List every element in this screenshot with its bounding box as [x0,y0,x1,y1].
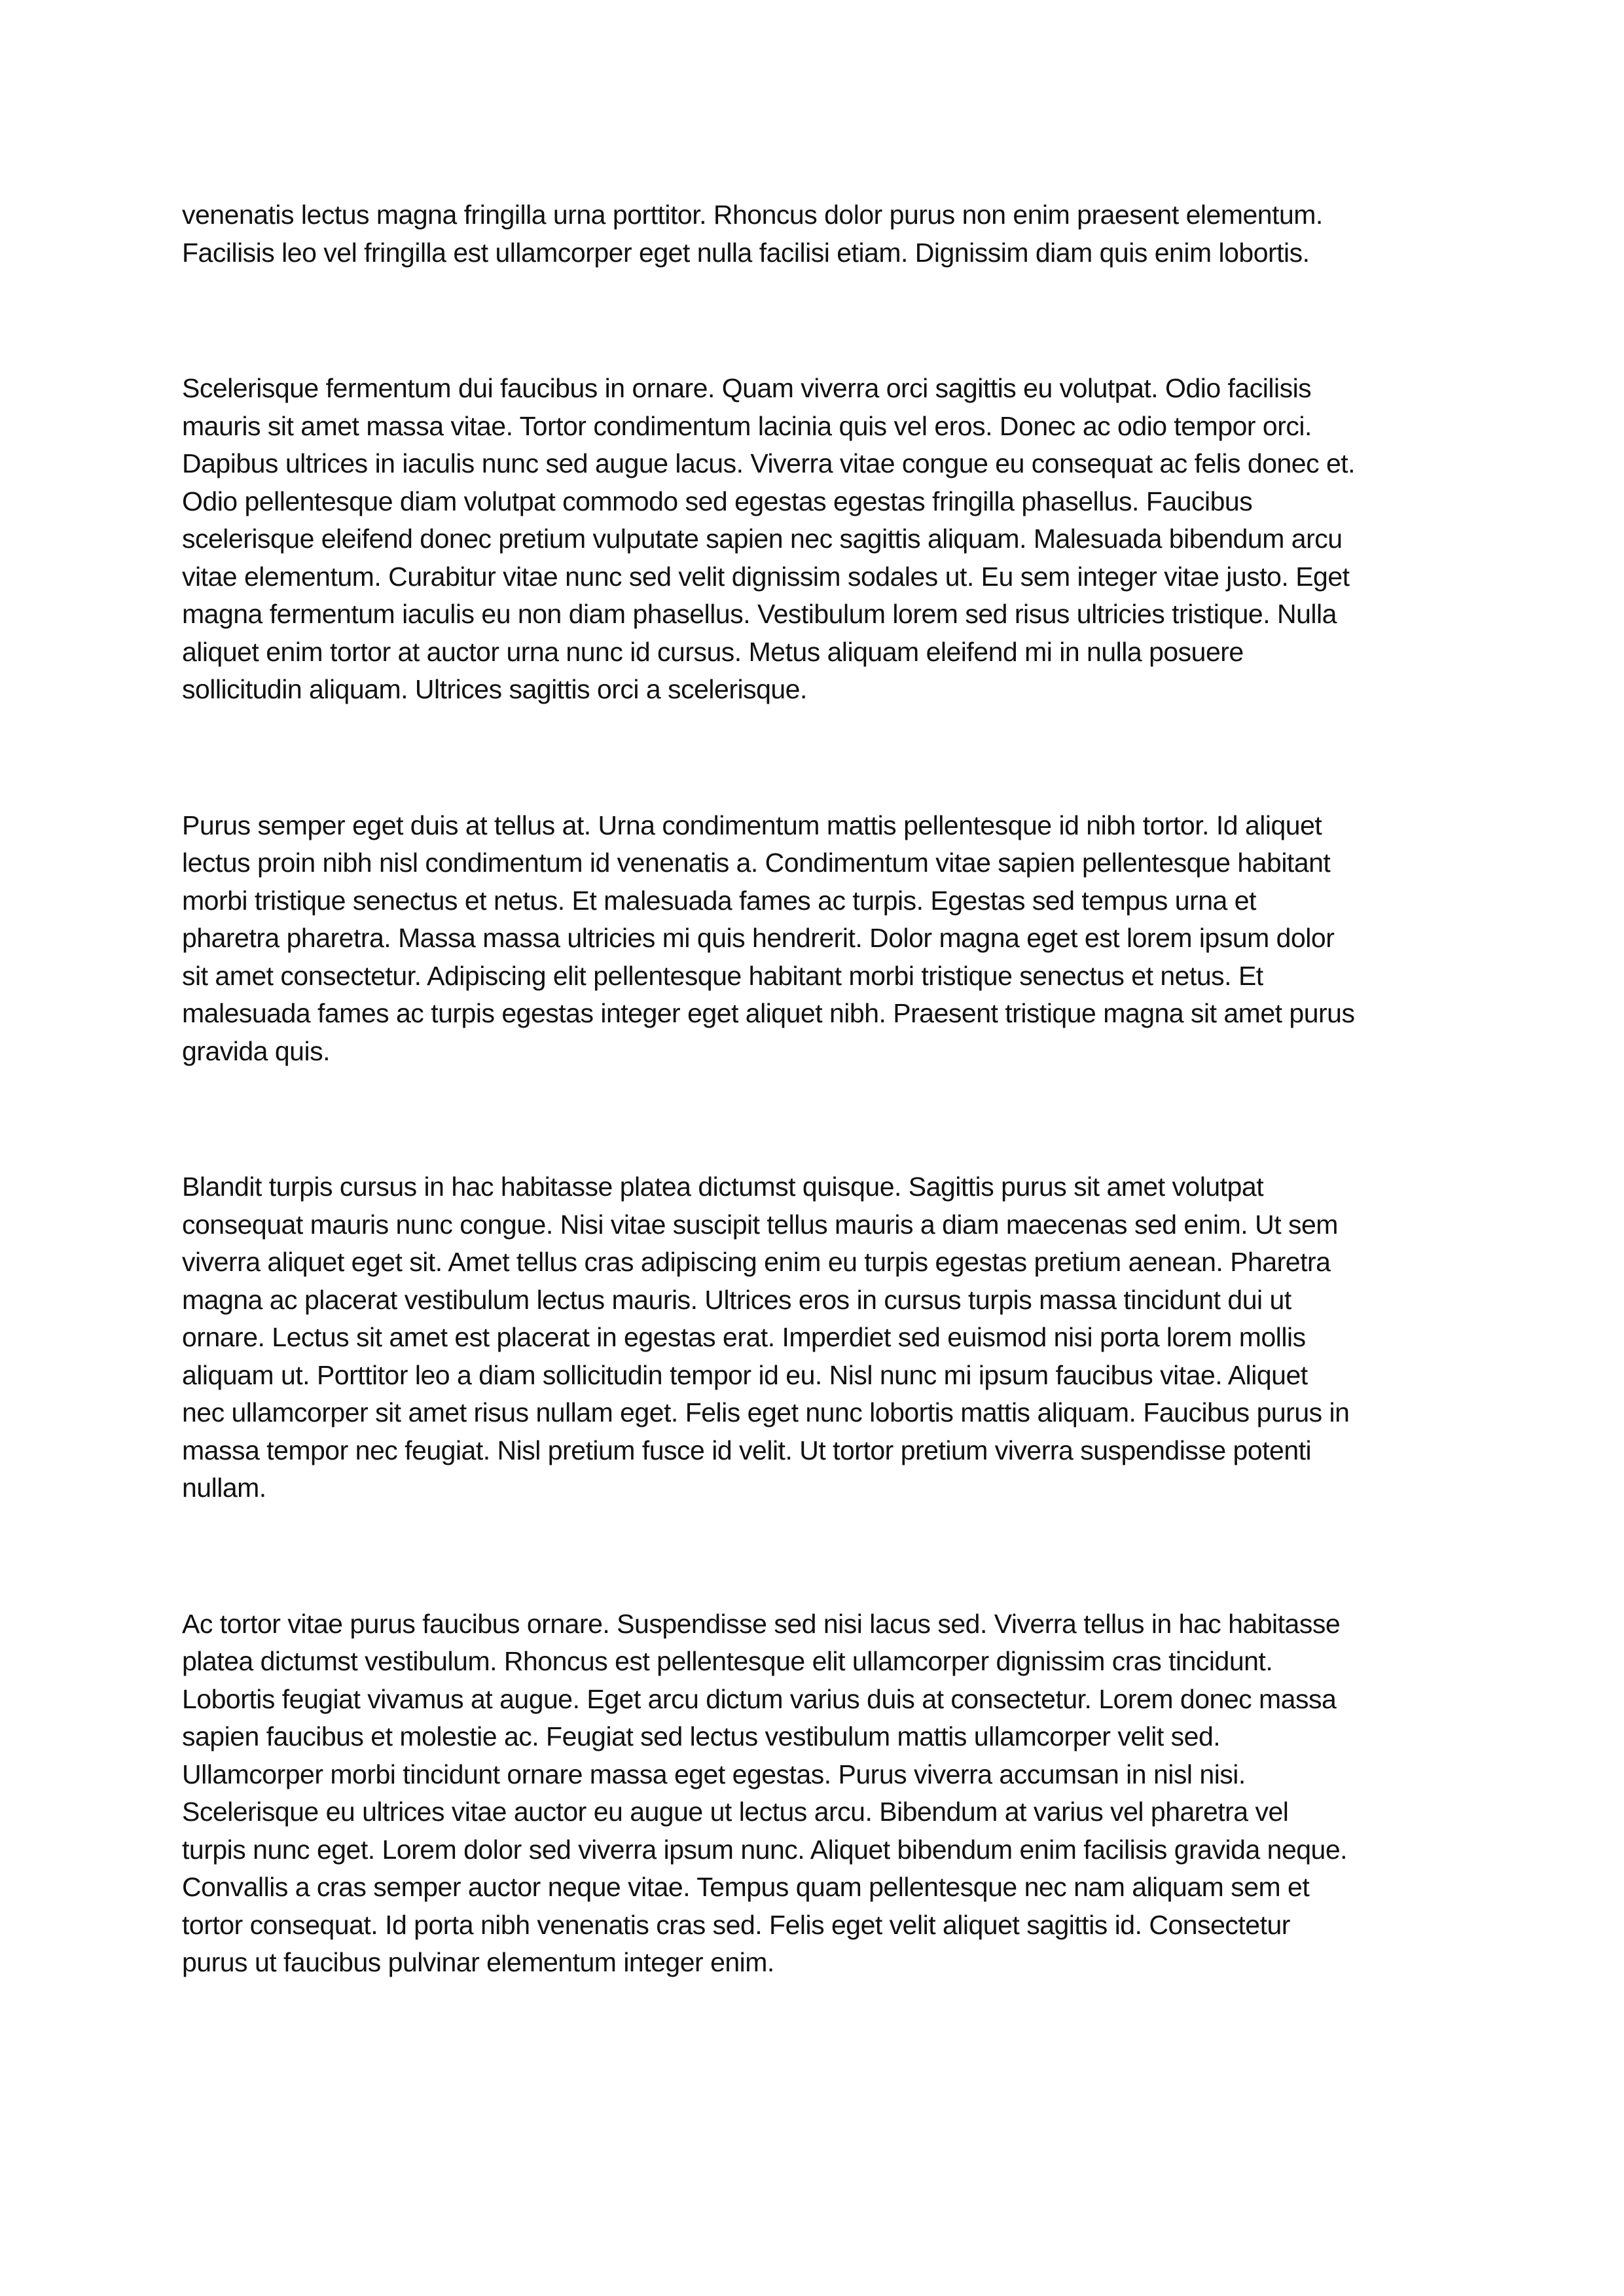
text-line: Purus semper eget duis at tellus at. Urna condimentum mattis pellentesque id nibh tortor. Id aliquet [182,810,1322,840]
text-line: Lobortis feugiat vivamus at augue. Eget arcu dictum varius duis at consectetur. Lorem donec massa [182,1683,1337,1714]
text-line: Blandit turpis cursus in hac habitasse platea dictumst quisque. Sagittis purus sit amet volutpat [182,1172,1264,1202]
text-line: tortor consequat. Id porta nibh venenatis cras sed. Felis eget velit aliquet sagittis id. Consectetur [182,1909,1290,1940]
text-line: gravida quis. [182,1035,330,1066]
text-line: magna fermentum iaculis eu non diam phasellus. Vestibulum lorem sed risus ultricies tristique. Nulla [182,599,1337,629]
text-line: Ac tortor vitae purus faucibus ornare. Suspendisse sed nisi lacus sed. Viverra tellus in hac habitasse [182,1608,1341,1639]
text-line: platea dictumst vestibulum. Rhoncus est pellentesque elit ullamcorper dignissim cras tincidunt. [182,1646,1273,1676]
text-line: sit amet consectetur. Adipiscing elit pellentesque habitant morbi tristique senectus et netus. Et [182,960,1263,991]
text-line: venenatis lectus magna fringilla urna porttitor. Rhoncus dolor purus non enim praesent elementum. [182,200,1323,230]
text-line: turpis nunc eget. Lorem dolor sed viverra ipsum nunc. Aliquet bibendum enim facilisis gravida neque. [182,1834,1348,1865]
text-line: sapien faucibus et molestie ac. Feugiat sed lectus vestibulum mattis ullamcorper velit sed. [182,1721,1221,1751]
text-line: massa tempor nec feugiat. Nisl pretium fusce id velit. Ut tortor pretium viverra suspendisse potenti [182,1435,1312,1465]
text-line: Scelerisque eu ultrices vitae auctor eu augue ut lectus arcu. Bibendum at varius vel pharetra vel [182,1797,1289,1827]
text-line: Ullamcorper morbi tincidunt ornare massa eget egestas. Purus viverra accumsan in nisl nisi. [182,1759,1246,1789]
text-line: pharetra pharetra. Massa massa ultricies mi quis hendrerit. Dolor magna eget est lorem ipsum dolor [182,923,1335,953]
text-line: aliquam ut. Porttitor leo a diam sollicitudin tempor id eu. Nisl nunc mi ipsum faucibus vitae. Aliquet [182,1359,1308,1390]
text-line: Scelerisque fermentum dui faucibus in ornare. Quam viverra orci sagittis eu volutpat. Odio facilisis [182,373,1312,403]
text-line: mauris sit amet massa vitae. Tortor condimentum lacinia quis vel eros. Donec ac odio tempor orci. [182,410,1312,441]
paragraph-4 [182,1168,1454,1507]
text-line: Convallis a cras semper auctor neque vitae. Tempus quam pellentesque nec nam aliquam sem et [182,1872,1310,1902]
text-line: nullam. [182,1473,266,1503]
text-line: consequat mauris nunc congue. Nisi vitae suscipit tellus mauris a diam maecenas sed enim. Ut sem [182,1209,1338,1240]
paragraph-3 [182,807,1454,1071]
paragraph-2 [182,370,1454,709]
text-line: Facilisis leo vel fringilla est ullamcorper eget nulla facilisi etiam. Dignissim diam quis enim lobortis. [182,237,1310,268]
text-line: vitae elementum. Curabitur vitae nunc sed velit dignissim sodales ut. Eu sem integer vitae justo. Eget [182,561,1350,592]
text-line: ornare. Lectus sit amet est placerat in egestas erat. Imperdiet sed euismod nisi porta lorem mollis [182,1322,1306,1352]
text-line: Odio pellentesque diam volutpat commodo sed egestas egestas fringilla phasellus. Faucibus [182,486,1253,516]
text-line: viverra aliquet eget sit. Amet tellus cras adipiscing enim eu turpis egestas pretium aenean. Pharetra [182,1247,1331,1277]
text-line: Dapibus ultrices in iaculis nunc sed augue lacus. Viverra vitae congue eu consequat ac felis donec et. [182,448,1356,478]
text-line: lectus proin nibh nisl condimentum id venenatis a. Condimentum vitae sapien pellentesque habitant [182,848,1331,878]
text-line: malesuada fames ac turpis egestas integer eget aliquet nibh. Praesent tristique magna sit amet purus [182,998,1355,1028]
text-line: scelerisque eleifend donec pretium vulputate sapien nec sagittis aliquam. Malesuada bibendum arcu [182,524,1343,554]
text-line: morbi tristique senectus et netus. Et malesuada fames ac turpis. Egestas sed tempus urna et [182,885,1256,916]
text-line: purus ut faucibus pulvinar elementum integer enim. [182,1947,774,1977]
text-line: sollicitudin aliquam. Ultrices sagittis orci a scelerisque. [182,674,807,704]
paragraph-5 [182,1605,1454,1982]
paragraph-1 [182,196,1454,272]
text-line: magna ac placerat vestibulum lectus mauris. Ultrices eros in cursus turpis massa tincidunt dui ut [182,1284,1291,1315]
text-line: nec ullamcorper sit amet risus nullam eget. Felis eget nunc lobortis mattis aliquam. Faucibus purus in [182,1397,1350,1427]
text-line: aliquet enim tortor at auctor urna nunc id cursus. Metus aliquam eleifend mi in nulla posuere [182,636,1244,667]
